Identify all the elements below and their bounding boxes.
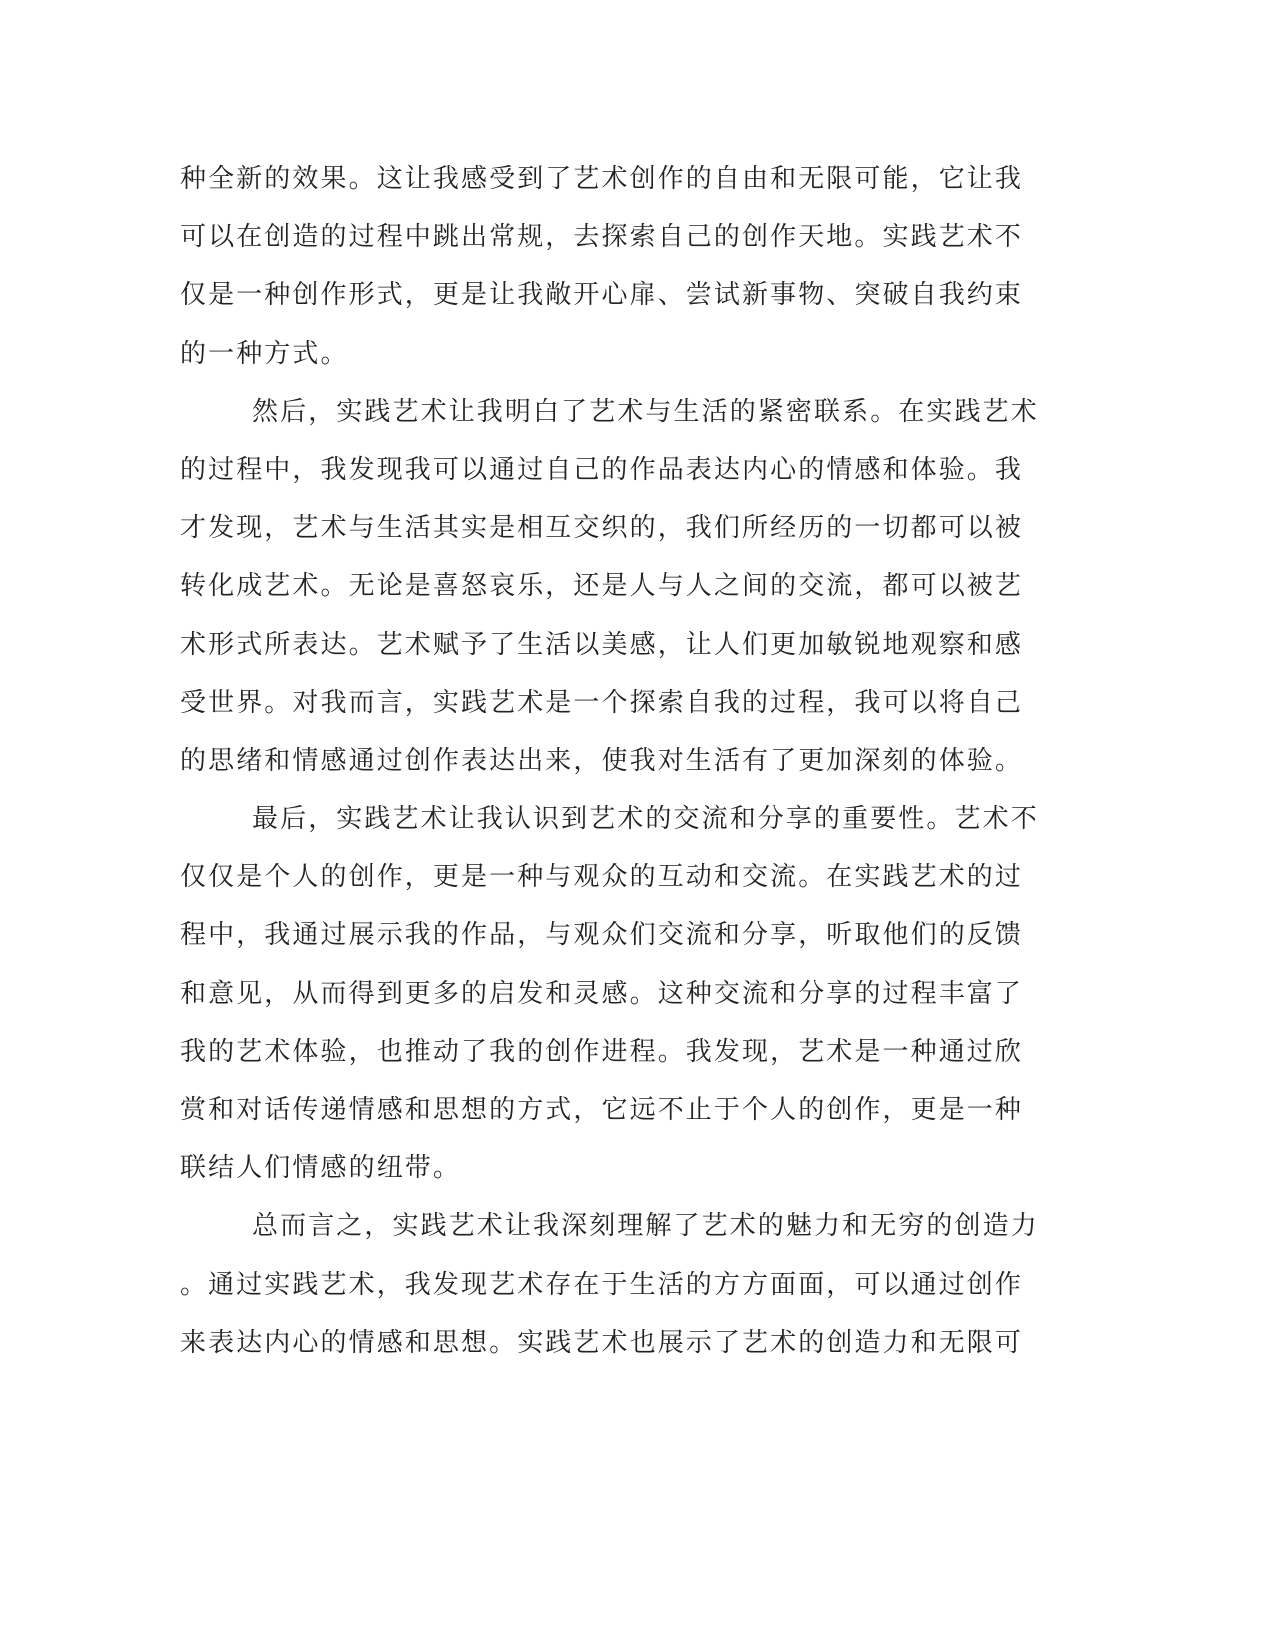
paragraph-first-line: 总而言之，实践艺术让我深刻理解了艺术的魅力和无穷的创造力: [252, 1211, 1039, 1242]
text-line: 术形式所表达。艺术赋予了生活以美感，让人们更加敏锐地观察和感: [180, 629, 1024, 660]
text-line: 联结人们情感的纽带。: [180, 1153, 462, 1184]
text-line: 的思绪和情感通过创作表达出来，使我对生活有了更加深刻的体验。: [180, 745, 1024, 776]
text-line: 。通过实践艺术，我发现艺术存在于生活的方方面面，可以通过创作: [180, 1269, 1024, 1300]
body-text: [180, 150, 1039, 1372]
text-line: 的一种方式。: [180, 338, 349, 369]
text-line: 转化成艺术。无论是喜怒哀乐，还是人与人之间的交流，都可以被艺: [180, 571, 1024, 602]
text-line: 仅是一种创作形式，更是让我敞开心扉、尝试新事物、突破自我约束: [180, 280, 1024, 311]
text-line: 可以在创造的过程中跳出常规，去探索自己的创作天地。实践艺术不: [180, 222, 1024, 253]
text-line: 和意见，从而得到更多的启发和灵感。这种交流和分享的过程丰富了: [180, 978, 1024, 1009]
text-line: 才发现，艺术与生活其实是相互交织的，我们所经历的一切都可以被: [180, 513, 1024, 544]
text-line: 种全新的效果。这让我感受到了艺术创作的自由和无限可能，它让我: [180, 164, 1024, 194]
paragraph-first-line: 然后，实践艺术让我明白了艺术与生活的紧密联系。在实践艺术: [252, 396, 1039, 427]
text-line: 来表达内心的情感和思想。实践艺术也展示了艺术的创造力和无限可: [180, 1327, 1024, 1358]
paragraph-first-line: 最后，实践艺术让我认识到艺术的交流和分享的重要性。艺术不: [252, 804, 1039, 835]
text-line: 的过程中，我发现我可以通过自己的作品表达内心的情感和体验。我: [180, 454, 1024, 485]
text-line: 受世界。对我而言，实践艺术是一个探索自我的过程，我可以将自己: [180, 687, 1024, 718]
text-line: 程中，我通过展示我的作品，与观众们交流和分享，听取他们的反馈: [180, 920, 1024, 951]
text-line: 仅仅是个人的创作，更是一种与观众的互动和交流。在实践艺术的过: [180, 862, 1024, 893]
text-line: 我的艺术体验，也推动了我的创作进程。我发现，艺术是一种通过欣: [180, 1036, 1024, 1067]
text-line: 赏和对话传递情感和思想的方式，它远不止于个人的创作，更是一种: [180, 1095, 1024, 1125]
